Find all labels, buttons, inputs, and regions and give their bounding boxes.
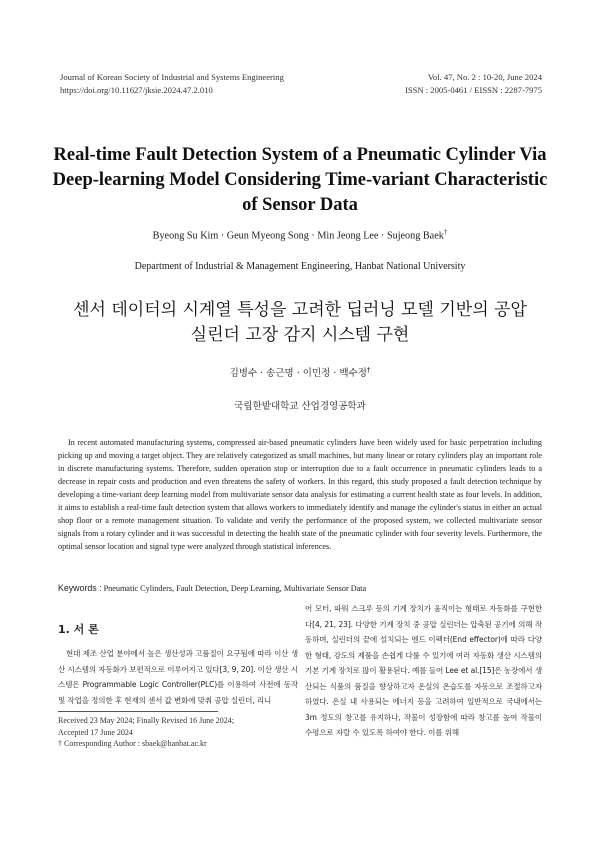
issn-info: ISSN : 2005-0461 / EISSN : 2287-7975 [404, 85, 542, 95]
doi-link[interactable]: https://doi.org/10.11627/jksie.2024.47.2.010 [60, 85, 213, 95]
authors-korean [40, 365, 560, 379]
corresponding-mark: † [366, 365, 371, 374]
corresponding-mark: † [443, 228, 448, 236]
keywords-list: Pneumatic Cylinders, Fault Detection, Deep Learning, Multivariate Sensor Data [103, 584, 367, 593]
title-english-line: Real-time Fault Detection System of a Pneumatic Cylinder Via [53, 145, 547, 165]
footnotes [58, 715, 234, 750]
title-english [40, 143, 560, 218]
keywords [58, 583, 560, 593]
accepted-date: Accepted 17 June 2024 [58, 727, 133, 737]
body-left-column: 현대 제조 산업 분야에서 높은 생산성과 고품질이 요구됨에 따라 이산 생산 시스템의 자동화가 보편적으로 이루어지고 있다[3, 9, 20]. 이산 생산 시스템은 Programmable Logic Controller(PLC)를 이용하여 사전에 동작 및 작업을 정의한 후 현재의 센서 값 변화에 맞춰 공압 실린더, 리니 [58, 649, 298, 705]
title-korean-line: 실린더 고장 감지 시스템 구현 [190, 325, 410, 345]
author-names-korean: 김병수 · 송근명 · 이민정 · 백수정 [229, 368, 367, 379]
authors-english [40, 228, 560, 241]
footnote-rule [58, 711, 218, 712]
body-right-column: 어 모터, 파워 스크루 등의 기계 장치가 움직이는 형태로 자동화를 구현한다[4, 21, 23]. 다양한 기계 장치 중 공압 실린더는 압축된 공기에 의해 작동하며, 실린더의 끝에 설치되는 엔드 이펙터(End effector)에 따라 다양한 형태, 강도의 제품을 손쉽게 다룰 수 있기에 여러 자동화 생산 시스템의 기본 기계 장치로 많이 활용된다. 예를 들어 Lee et al.[15]은 농장에서 생산되는 식품의 품질을 향상하고자 온실의 온습도를 자동으로 조절하고자 하였다. 온실 내 사용되는 에너지 등을 고려하여 일반적으로 국내에서는 3m 정도의 창고를 유지하나, 작물이 성장함에 따라 창고를 높여 작물이 수평으로 자랄 수 있도록 하여야 한다. 이를 위해 [305, 604, 542, 737]
title-english-line: Deep-learning Model Considering Time-variant Characteristic [52, 170, 548, 190]
abstract: In recent automated manufacturing systems, compressed air-based pneumatic cylinders have been widely used for basic perpetration including picking up and moving a target object. They are relatively categorized as small machines, but many linear or rotary cylinders play an important role in discrete manufacturing systems. Therefore, sudden operation stop or interruption due to a fault occurrence in pneumatic cylinders leads to a decrease in repair costs and production and even threatens the safety of workers. In this regard, this study proposed a fault detection technique by developing a time-variant deep learning model from multivariate sensor data analysis for estimating a current health state as four levels. In addition, it aims to establish a real-time fault detection system that allows workers to immediately identify and manage the cylinder's status in either an actual shop floor or a remote management situation. To validate and verify the performance of the proposed system, we collected multivariate sensor signals from a rotary cylinder and it was successful in detecting the health state of the pneumatic cylinder with four severity levels. Furthermore, the optimal sensor location and signal type were analyzed through statistical inferences. [58, 438, 542, 552]
title-english-line: of Sensor Data [242, 195, 358, 215]
journal-name: Journal of Korean Society of Industrial and Systems Engineering [60, 72, 284, 82]
received-date: Received 23 May 2024; Finally Revised 16 June 2024; [58, 716, 234, 725]
corresponding-author: † Corresponding Author : sbaek@hanbat.ac.kr [58, 739, 207, 749]
affiliation-english: Department of Industrial & Management Engineering, Hanbat National University [134, 261, 466, 272]
affiliation-korean: 국립한밭대학교 산업경영공학과 [234, 401, 366, 412]
section-heading: 1. 서 론 [58, 623, 99, 636]
title-korean-line: 센서 데이터의 시계열 특성을 고려한 딥러닝 모델 기반의 공압 [73, 300, 527, 320]
author-names-english: Byeong Su Kim · Geun Myeong Song · Min Jeong Lee · Sujeong Baek [152, 230, 444, 242]
volume-info: Vol. 47, No. 2 : 10-20, June 2024 [427, 72, 542, 82]
keywords-label: Keywords : [58, 583, 102, 593]
title-korean [40, 298, 560, 348]
